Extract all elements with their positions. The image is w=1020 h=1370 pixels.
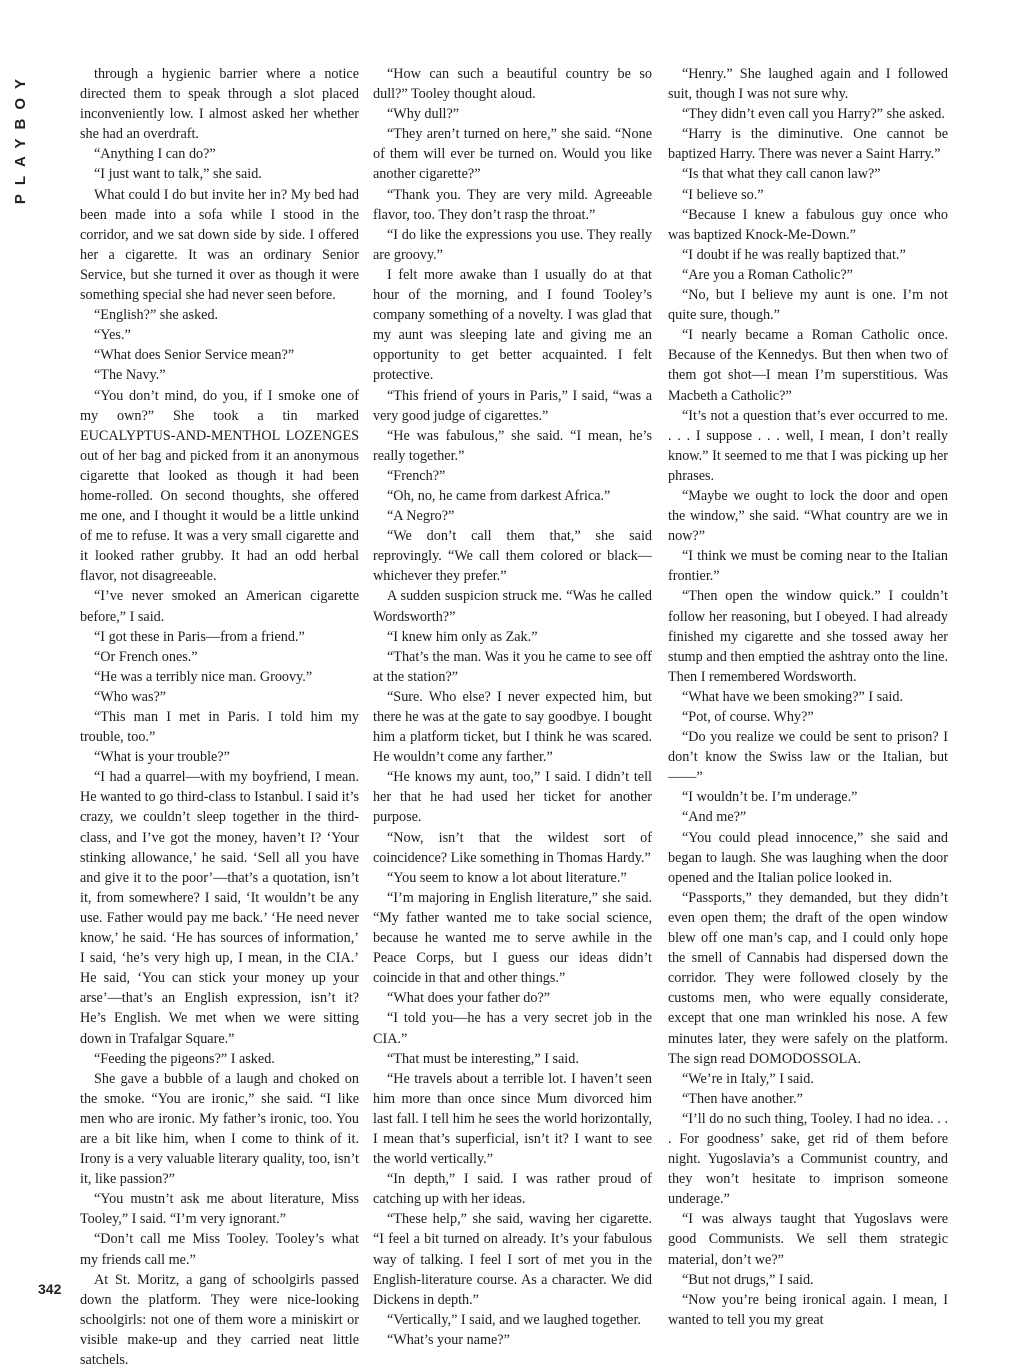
paragraph: “Yes.” [94, 327, 131, 344]
paragraph: “You mustn’t ask me about literature, Miss Tooley,” I said. “I’m very ignorant.” [80, 1191, 359, 1228]
paragraph: “I wouldn’t be. I’m underage.” [682, 789, 858, 806]
paragraph: “Don’t call me Miss Tooley. Tooley’s what my friends call me.” [80, 1231, 359, 1268]
paragraph: “Are you a Roman Catholic?” [682, 266, 853, 283]
paragraph: “Passports,” they demanded, but they didn’t even open them; the draft of the open window blew off one man’s cap, and I could only hope the smell of Cannabis had dispersed down the corridor. They were followed closely by the customs men, who were equally considerate, except that one man wrinkled his nose. A few minutes later, they were safely on the platform. The sign read DOMODOSSOLA. [668, 889, 948, 1067]
paragraph: “I just want to talk,” she said. [94, 166, 262, 183]
paragraph: “Do you realize we could be sent to prison? I don’t know the Swiss law or the Italian, but——” [668, 729, 948, 786]
paragraph: “How can such a beautiful country be so dull?” Tooley thought aloud. [373, 66, 652, 103]
paragraph: “In depth,” I said. I was rather proud of catching up with her ideas. [373, 1171, 652, 1208]
paragraph: “I’m majoring in English literature,” she said. “My father wanted me to take social science, because he wanted me to serve awhile in the Peace Corps, but I guess our ideas didn’t coincide in that and other things.” [373, 889, 652, 987]
paragraph: “He travels about a terrible lot. I haven’t seen him more than once since Mum divorced him last fall. I tell him he sees the world horizontally, I mean that’s superficial, isn’t it? I want to see the world vertically.” [373, 1070, 652, 1168]
paragraph: “He was a terribly nice man. Groovy.” [94, 668, 313, 685]
paragraph: “These help,” she said, waving her cigarette. “I feel a bit turned on already. It’s your fabulous way of talking. I feel I sort of met you in the English-literature course. As a character. We did Dickens in depth.” [373, 1211, 652, 1308]
paragraph: “What’s your name?” [387, 1331, 510, 1348]
paragraph: “Vertically,” I said, and we laughed together. [387, 1311, 641, 1328]
paragraph: “I got these in Paris—from a friend.” [94, 628, 305, 645]
paragraph: “I think we must be coming near to the Italian frontier.” [668, 548, 948, 585]
paragraph: “But not drugs,” I said. [682, 1271, 814, 1288]
paragraph: “Sure. Who else? I never expected him, but there he was at the gate to say goodbye. I bought him a platform ticket, but I think he was scared. He wouldn’t come any farther.” [373, 688, 652, 766]
paragraph: “I believe so.” [682, 186, 764, 203]
paragraph: “Now you’re being ironical again. I mean, I wanted to tell you my great [668, 1291, 948, 1328]
paragraph: “I nearly became a Roman Catholic once. Because of the Kennedys. But then when two of them got shot—I mean I’m superstitious. Was Macbeth a Catholic?” [668, 327, 948, 404]
paragraph: A sudden suspicion struck me. “Was he called Wordsworth?” [373, 588, 652, 625]
paragraph: “Anything I can do?” [94, 146, 216, 163]
paragraph: “French?” [387, 467, 446, 484]
paragraph: What could I do but invite her in? My bed had been made into a sofa while I stood in the corridor, and we sat down side by side. I offered her a cigarette. It was an ordinary Senior Service, but she turned it over as though it were something special she had never seen before. [80, 186, 359, 304]
paragraph: “You seem to know a lot about literature.” [387, 869, 627, 886]
paragraph: “And me?” [682, 809, 747, 826]
paragraph: “What does Senior Service mean?” [94, 347, 295, 364]
paragraph: “What have we been smoking?” I said. [682, 688, 904, 705]
paragraph: “Feeding the pigeons?” I asked. [94, 1050, 275, 1067]
paragraph: “Oh, no, he came from darkest Africa.” [387, 487, 611, 504]
magazine-masthead: PLAYBOY [12, 70, 29, 205]
paragraph: At St. Moritz, a gang of schoolgirls passed down the platform. They were nice-looking schoolgirls: not one of them wore a miniskirt or visible make-up and they carried neat little satchels. [80, 1271, 359, 1368]
paragraph: “It’s not a question that’s ever occurred to me. . . . I suppose . . . well, I mean, I don’t really know.” It seemed to me that I was picking up her phrases. [668, 407, 948, 484]
paragraph: “That’s the man. Was it you he came to see off at the station?” [373, 648, 652, 685]
paragraph: “You don’t mind, do you, if I smoke one of my own?” She took a tin marked EUCALYPTUS-AND-MENTHOL LOZENGES out of her bag and picked from it an anonymous cigarette that looked as though it had been home-rolled. On second thoughts, she offered me one, and I thought it would be a little unkind of me to refuse. It was a very small cigarette and it looked rather grubby. It had an odd herbal flavor, not disagreeable. [80, 387, 359, 585]
paragraph: “He was fabulous,” she said. “I mean, he’s really together.” [373, 427, 652, 464]
paragraph: “I’ve never smoked an American cigarette before,” I said. [80, 588, 359, 625]
paragraph: “I’ll do no such thing, Tooley. I had no idea. . . . For goodness’ sake, get rid of them before night. Yugoslavia’s a Communist country, and they won’t hesitate to imprison someone underage.” [668, 1110, 948, 1208]
paragraph: “Pot, of course. Why?” [682, 709, 814, 725]
paragraph: through a hygienic barrier where a notice directed them to speak through a slot placed inconveniently low. I almost asked her whether she had an overdraft. [80, 66, 359, 143]
paragraph: “They didn’t even call you Harry?” she asked. [682, 106, 945, 123]
paragraph: “Thank you. They are very mild. Agreeable flavor, too. They don’t rasp the throat.” [373, 186, 652, 223]
paragraph: “Then open the window quick.” I couldn’t follow her reasoning, but I obeyed. I had already finished my cigarette and she tossed away her stump and then emptied the ashtray onto the line. Then I remembered Wordsworth. [668, 588, 948, 685]
paragraph: “He knows my aunt, too,” I said. I didn’t tell her that he had used her ticket for another purpose. [373, 769, 652, 826]
paragraph: “A Negro?” [387, 508, 455, 525]
paragraph: “Who was?” [94, 688, 167, 705]
paragraph: “You could plead innocence,” she said and began to laugh. She was laughing when the door opened and the Italian police looked in. [668, 829, 948, 886]
paragraph: “We’re in Italy,” I said. [682, 1070, 814, 1087]
paragraph: “Is that what they call canon law?” [682, 166, 881, 183]
paragraph: “No, but I believe my aunt is one. I’m not quite sure, though.” [668, 287, 948, 324]
paragraph: “What is your trouble?” [94, 749, 230, 766]
page-number: 342 [38, 1281, 62, 1297]
paragraph: “I doubt if he was really baptized that.” [682, 246, 906, 263]
text-column-1 [80, 64, 359, 1370]
paragraph: “I was always taught that Yugoslavs were good Communists. We sell them strategic material, don’t we?” [668, 1211, 948, 1268]
paragraph: “We don’t call them that,” she said reprovingly. “We call them colored or black—whichever they prefer.” [373, 528, 652, 585]
paragraph: “English?” she asked. [94, 307, 219, 324]
paragraph: “I told you—he has a very secret job in the CIA.” [373, 1010, 652, 1047]
paragraph: “This man I met in Paris. I told him my trouble, too.” [80, 709, 359, 746]
paragraph: “Or French ones.” [94, 648, 198, 665]
paragraph: She gave a bubble of a laugh and choked on the smoke. “You are ironic,” she said. “I like men who are ironic. My father’s ironic, too. You are a bit like him, when I come to think of it. Irony is a very valuable literary quality, too, isn’t it, like passion?” [80, 1070, 359, 1188]
text-column-2 [373, 64, 652, 1350]
paragraph: “They aren’t turned on here,” she said. “None of them will ever be turned on. Would you like another cigarette?” [373, 126, 652, 183]
text-column-3 [668, 64, 948, 1330]
paragraph: I felt more awake than I usually do at that hour of the morning, and I found Tooley’s company something of a novelty. I was glad that my aunt was sleeping late and giving me an opportunity to get better acquainted. I felt protective. [373, 266, 652, 384]
paragraph: “Maybe we ought to lock the door and open the window,” she said. “What country are we in now?” [668, 487, 948, 545]
paragraph: “I do like the expressions you use. They really are groovy.” [373, 226, 652, 263]
paragraph: “This friend of yours in Paris,” I said, “was a very good judge of cigarettes.” [373, 387, 652, 424]
paragraph: “Why dull?” [387, 106, 460, 123]
paragraph: “That must be interesting,” I said. [387, 1050, 579, 1067]
paragraph: “Harry is the diminutive. One cannot be baptized Harry. There was never a Saint Harry.” [668, 126, 948, 163]
paragraph: “I knew him only as Zak.” [387, 628, 538, 645]
paragraph: “Because I knew a fabulous guy once who was baptized Knock-Me-Down.” [668, 206, 948, 243]
paragraph: “Then have another.” [682, 1090, 803, 1107]
paragraph: “I had a quarrel—with my boyfriend, I mean. He wanted to go third-class to Istanbul. I said it’s crazy, we couldn’t sleep together in the third-class, and I’ve got the money, haven’t I? ‘Your stinking allowance,’ he said. ‘Sell all you have and give it to the poor’—that’s a quotation, isn’t it, from somewhere? I said, ‘It wouldn’t be any use. Father would pay me back.’ ‘He need never know,’ he said. ‘He has sources of information,’ I said, ‘he’s very high up, I mean, in the CIA.’ He said, ‘You can stick your money up your arse’—that’s an English expression, isn’t it? He’s English. We met when we were sitting down in Trafalgar Square.” [80, 769, 359, 1047]
paragraph: “The Navy.” [94, 367, 166, 384]
paragraph: “Now, isn’t that the wildest sort of coincidence? Like something in Thomas Hardy.” [373, 829, 652, 866]
paragraph: “Henry.” She laughed again and I followed suit, though I was not sure why. [668, 66, 948, 103]
paragraph: “What does your father do?” [387, 990, 551, 1007]
